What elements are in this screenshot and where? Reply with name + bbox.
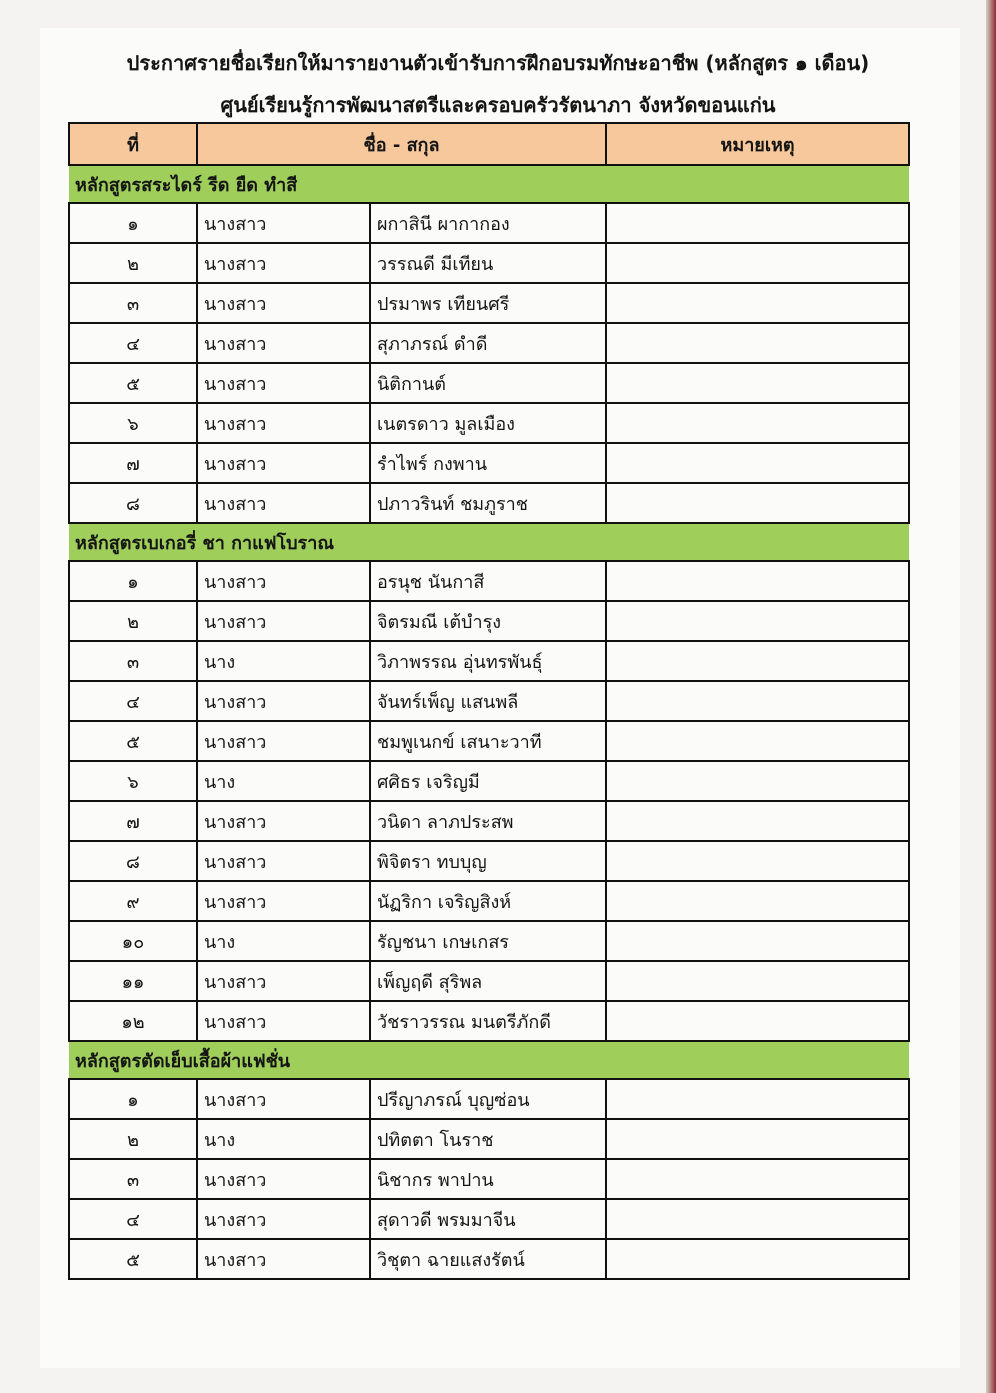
course-section-title: หลักสูตรเบเกอรี่ ชา กาแฟโบราณ: [69, 523, 909, 561]
row-prefix: นางสาว: [197, 1159, 370, 1199]
row-fullname: อรนุช นันกาสี: [370, 561, 606, 601]
table-row: [69, 721, 909, 761]
row-fullname: เนตรดาว มูลเมือง: [370, 403, 606, 443]
row-prefix: นาง: [197, 921, 370, 961]
row-number: ๕: [69, 363, 197, 403]
course-section-title: หลักสูตรสระไดร์ รีด ยืด ทำสี: [69, 165, 909, 203]
row-note: [606, 721, 909, 761]
course-section-row: [69, 523, 909, 561]
row-note: [606, 681, 909, 721]
table-row: [69, 243, 909, 283]
row-prefix: นางสาว: [197, 1079, 370, 1119]
row-number: ๔: [69, 323, 197, 363]
row-prefix: นางสาว: [197, 403, 370, 443]
row-fullname: สุภาภรณ์ ดำดี: [370, 323, 606, 363]
table-row: [69, 203, 909, 243]
row-fullname: ปทิตตา โนราช: [370, 1119, 606, 1159]
table-row: [69, 1159, 909, 1199]
row-number: ๑๐: [69, 921, 197, 961]
table-row: [69, 641, 909, 681]
row-number: ๔: [69, 1199, 197, 1239]
table-row: [69, 801, 909, 841]
row-prefix: นางสาว: [197, 283, 370, 323]
row-number: ๒: [69, 601, 197, 641]
row-fullname: ชมพูเนกข์ เสนาะวาที: [370, 721, 606, 761]
row-prefix: นางสาว: [197, 1239, 370, 1279]
course-section-title: หลักสูตรตัดเย็บเสื้อผ้าแฟชั่น: [69, 1041, 909, 1079]
table-row: [69, 1079, 909, 1119]
row-fullname: จิตรมณี เต้บำรุง: [370, 601, 606, 641]
row-note: [606, 243, 909, 283]
row-note: [606, 283, 909, 323]
row-number: ๔: [69, 681, 197, 721]
row-note: [606, 641, 909, 681]
row-number: ๓: [69, 1159, 197, 1199]
row-fullname: รัญชนา เกษเกสร: [370, 921, 606, 961]
row-prefix: นางสาว: [197, 1001, 370, 1041]
row-prefix: นางสาว: [197, 203, 370, 243]
row-note: [606, 801, 909, 841]
row-number: ๖: [69, 403, 197, 443]
document-subtitle: ศูนย์เรียนรู้การพัฒนาสตรีและครอบครัวรัตนาภา จังหวัดขอนแก่น: [220, 93, 776, 117]
row-fullname: วัชราวรรณ มนตรีภักดี: [370, 1001, 606, 1041]
row-fullname: วิภาพรรณ อุ่นทรพันธุ์: [370, 641, 606, 681]
row-note: [606, 1001, 909, 1041]
row-note: [606, 443, 909, 483]
row-number: ๘: [69, 483, 197, 523]
row-prefix: นางสาว: [197, 841, 370, 881]
row-number: ๒: [69, 1119, 197, 1159]
table-row: [69, 443, 909, 483]
table-row: [69, 681, 909, 721]
row-number: ๘: [69, 841, 197, 881]
row-fullname: พิจิตรา ทบบุญ: [370, 841, 606, 881]
row-note: [606, 1199, 909, 1239]
row-fullname: ปภาวรินท์ ชมภูราช: [370, 483, 606, 523]
row-prefix: นาง: [197, 761, 370, 801]
row-note: [606, 961, 909, 1001]
row-fullname: นิติกานต์: [370, 363, 606, 403]
row-fullname: ปรีญาภรณ์ บุญซ่อน: [370, 1079, 606, 1119]
table-row: [69, 323, 909, 363]
row-fullname: สุดาวดี พรมมาจีน: [370, 1199, 606, 1239]
row-note: [606, 881, 909, 921]
table-row: [69, 761, 909, 801]
row-note: [606, 841, 909, 881]
table-row: [69, 921, 909, 961]
row-number: ๖: [69, 761, 197, 801]
course-section-row: [69, 165, 909, 203]
row-number: ๑: [69, 561, 197, 601]
table-row: [69, 483, 909, 523]
header-number: ที่: [69, 123, 197, 165]
course-section-row: [69, 1041, 909, 1079]
row-note: [606, 363, 909, 403]
row-note: [606, 323, 909, 363]
table-row: [69, 601, 909, 641]
table-row: [69, 1199, 909, 1239]
row-number: ๓: [69, 641, 197, 681]
row-prefix: นางสาว: [197, 323, 370, 363]
table-row: [69, 1001, 909, 1041]
row-prefix: นางสาว: [197, 801, 370, 841]
row-number: ๑๑: [69, 961, 197, 1001]
row-note: [606, 403, 909, 443]
row-number: ๙: [69, 881, 197, 921]
row-fullname: วรรณดี มีเทียน: [370, 243, 606, 283]
table-row: [69, 363, 909, 403]
row-number: ๗: [69, 801, 197, 841]
row-prefix: นางสาว: [197, 483, 370, 523]
row-number: ๑: [69, 1079, 197, 1119]
row-prefix: นางสาว: [197, 681, 370, 721]
header-name: ชื่อ - สกุล: [197, 123, 606, 165]
row-note: [606, 1079, 909, 1119]
row-fullname: จันทร์เพ็ญ แสนพลี: [370, 681, 606, 721]
row-fullname: ผกาสินี ผากากอง: [370, 203, 606, 243]
row-number: ๕: [69, 1239, 197, 1279]
row-prefix: นางสาว: [197, 721, 370, 761]
row-fullname: นัฏริกา เจริญสิงห์: [370, 881, 606, 921]
row-prefix: นางสาว: [197, 961, 370, 1001]
table-row: [69, 1119, 909, 1159]
row-fullname: รำไพร์ กงพาน: [370, 443, 606, 483]
row-fullname: เพ็ญฤดี สุริพล: [370, 961, 606, 1001]
row-fullname: นิชากร พาปาน: [370, 1159, 606, 1199]
row-number: ๕: [69, 721, 197, 761]
table-row: [69, 961, 909, 1001]
table-row: [69, 1239, 909, 1279]
row-prefix: นาง: [197, 641, 370, 681]
table-row: [69, 283, 909, 323]
row-number: ๑: [69, 203, 197, 243]
row-note: [606, 921, 909, 961]
document-title: ประกาศรายชื่อเรียกให้มารายงานตัวเข้ารับการฝึกอบรมทักษะอาชีพ (หลักสูตร ๑ เดือน): [126, 51, 870, 75]
table-row: [69, 841, 909, 881]
row-fullname: วิชุตา ฉายแสงรัตน์: [370, 1239, 606, 1279]
row-note: [606, 601, 909, 641]
row-number: ๑๒: [69, 1001, 197, 1041]
row-number: ๗: [69, 443, 197, 483]
row-prefix: นางสาว: [197, 881, 370, 921]
row-note: [606, 483, 909, 523]
header-note: หมายเหตุ: [606, 123, 909, 165]
row-number: ๒: [69, 243, 197, 283]
table-row: [69, 403, 909, 443]
table-row: [69, 881, 909, 921]
row-fullname: วนิดา ลาภประสพ: [370, 801, 606, 841]
row-note: [606, 1119, 909, 1159]
row-prefix: นางสาว: [197, 363, 370, 403]
row-note: [606, 1159, 909, 1199]
row-note: [606, 561, 909, 601]
row-fullname: ปรมาพร เทียนศรี: [370, 283, 606, 323]
row-prefix: นาง: [197, 1119, 370, 1159]
row-prefix: นางสาว: [197, 601, 370, 641]
name-list-table: [68, 122, 910, 1280]
table-body: [69, 165, 909, 1279]
row-prefix: นางสาว: [197, 443, 370, 483]
red-background-edge: [986, 0, 996, 1393]
row-note: [606, 761, 909, 801]
table-header-row: [69, 123, 909, 165]
row-prefix: นางสาว: [197, 1199, 370, 1239]
row-fullname: ศศิธร เจริญมี: [370, 761, 606, 801]
row-note: [606, 1239, 909, 1279]
row-note: [606, 203, 909, 243]
table-row: [69, 561, 909, 601]
row-prefix: นางสาว: [197, 561, 370, 601]
row-number: ๓: [69, 283, 197, 323]
row-prefix: นางสาว: [197, 243, 370, 283]
